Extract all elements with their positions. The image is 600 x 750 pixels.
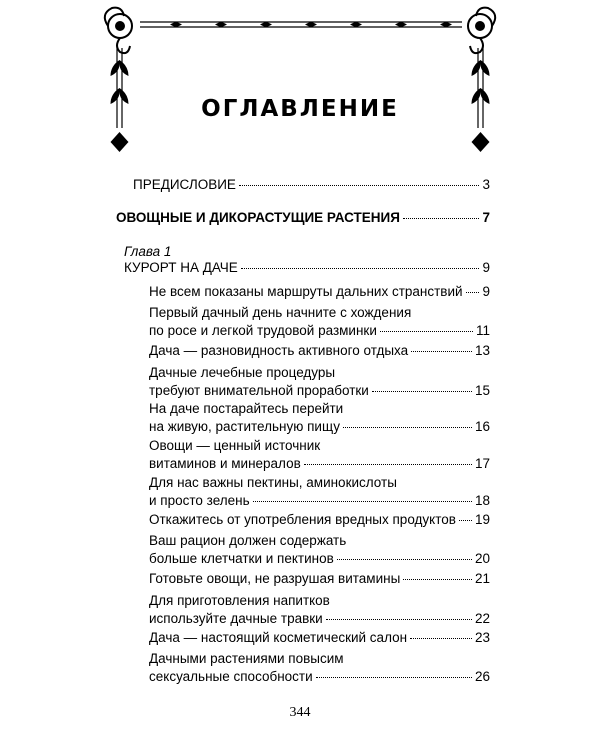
toc-entry-title-line1: Первый дачный день начните с хождения (149, 305, 412, 320)
toc-entry-title-line2: используйте дачные травки (149, 611, 323, 626)
dot-leader (459, 520, 472, 521)
toc-entry-title-line1: Дачные лечебные процедуры (149, 365, 336, 380)
toc-page-number: 3 (482, 177, 490, 192)
toc-subentry[interactable] (149, 532, 490, 568)
toc-entry-title: Откажитесь от употребления вредных продуктов (149, 512, 456, 527)
toc-page-number: 21 (474, 571, 490, 586)
toc-entry-section[interactable] (116, 209, 490, 227)
toc-subentry[interactable] (149, 283, 490, 301)
toc-page-number: 11 (475, 323, 490, 338)
toc-entry-title: Готовьте овощи, не разрушая витамины (149, 571, 401, 586)
toc-entry-title-line1: Овощи — ценный источник (149, 438, 321, 453)
toc-entry-title-line1: Для приготовления напитков (149, 593, 330, 608)
ornamental-frame (0, 0, 600, 180)
toc-entry-title: Не всем показаны маршруты дальних странствий (149, 284, 463, 299)
toc-subentry[interactable] (149, 474, 490, 510)
toc-entry-title-line1: Ваш рацион должен содержать (149, 533, 347, 548)
frame-corner-right (468, 8, 495, 53)
chapter-label: Глава 1 (124, 244, 172, 259)
toc-entry-title: Дача — настоящий косметический салон (149, 630, 408, 645)
dot-leader (253, 501, 472, 502)
toc-subentry[interactable] (149, 511, 490, 529)
toc-page-number: 16 (474, 419, 490, 434)
toc-subentry[interactable] (149, 400, 490, 436)
toc-page-number: 22 (474, 611, 490, 626)
toc-entry-title: Дача — разновидность активного отдыха (149, 343, 409, 358)
toc-entry-title-line2: сексуальные способности (149, 669, 313, 684)
dot-leader (380, 331, 473, 332)
toc-page-number: 23 (474, 630, 490, 645)
toc-page-number: 13 (474, 343, 490, 358)
dot-leader (403, 579, 472, 580)
toc-subentry[interactable] (149, 650, 490, 686)
toc-entry-title: ПРЕДИСЛОВИЕ (133, 177, 236, 192)
toc-page-number: 9 (482, 260, 490, 275)
dot-leader (372, 391, 472, 392)
toc-page-number: 9 (482, 284, 490, 299)
dot-leader (411, 351, 472, 352)
page-number: 344 (289, 705, 311, 720)
toc-entry-title-line2: на живую, растительную пищу (149, 419, 340, 434)
toc-subentry[interactable] (149, 437, 490, 473)
dot-leader (403, 218, 480, 219)
toc-subentry[interactable] (149, 342, 490, 360)
toc-page-number: 19 (474, 512, 490, 527)
dot-leader (343, 427, 472, 428)
dot-leader (337, 559, 472, 560)
toc-entry-title-line2: требуют внимательной проработки (149, 383, 369, 398)
toc-page-number: 15 (474, 383, 490, 398)
toc-subentry[interactable] (149, 592, 490, 628)
toc-page-number: 20 (474, 551, 490, 566)
toc-entry-title: ОВОЩНЫЕ И ДИКОРАСТУЩИЕ РАСТЕНИЯ (116, 210, 400, 225)
dot-leader (326, 619, 472, 620)
toc-page-number: 17 (474, 456, 490, 471)
toc-subentry[interactable] (149, 570, 490, 588)
dot-leader (239, 185, 480, 186)
toc-page-number: 26 (474, 669, 490, 684)
dot-leader (316, 677, 472, 678)
toc-page-number: 7 (482, 210, 490, 225)
toc-page-number: 18 (474, 493, 490, 508)
toc-entry-title-line1: Дачными растениями повысим (149, 651, 344, 666)
toc-entry-title-line2: и просто зелень (149, 493, 250, 508)
toc-entry-title-line1: Для нас важны пектины, аминокислоты (149, 475, 397, 490)
frame-diamond-row (170, 22, 452, 28)
toc-entry-preface[interactable] (133, 176, 490, 194)
toc-entry-title-line2: по росе и легкой трудовой разминки (149, 323, 377, 338)
toc-entry-chapter[interactable] (124, 259, 490, 277)
toc-subentry[interactable] (149, 304, 490, 340)
toc-entry-title: КУРОРТ НА ДАЧЕ (124, 260, 238, 275)
dot-leader (241, 268, 480, 269)
toc-entry-title-line2: витаминов и минералов (149, 456, 301, 471)
page-title: ОГЛАВЛЕНИЕ (201, 96, 399, 122)
dot-leader (466, 292, 480, 293)
dot-leader (410, 638, 472, 639)
toc-subentry[interactable] (149, 364, 490, 400)
toc-subentry[interactable] (149, 629, 490, 647)
toc-entry-title-line2: больше клетчатки и пектинов (149, 551, 334, 566)
dot-leader (304, 464, 472, 465)
frame-corner-left (105, 8, 132, 53)
toc-entry-title-line1: На даче постарайтесь перейти (149, 401, 344, 416)
